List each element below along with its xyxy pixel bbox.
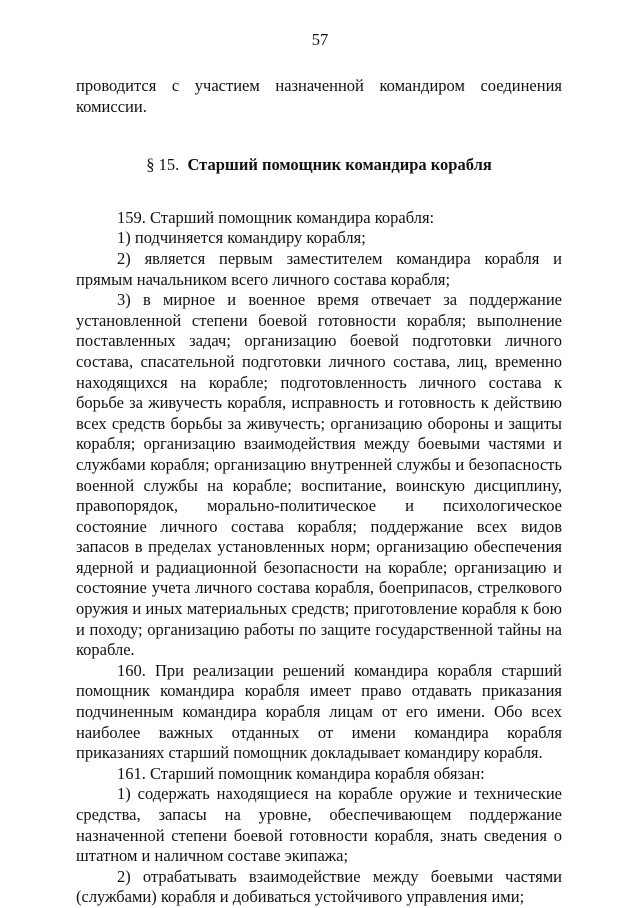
document-body — [76, 76, 562, 908]
heading-spacer — [76, 176, 562, 208]
intro-paragraph: проводится с участием назначенной командиром соединения комиссии. — [76, 76, 562, 116]
paragraph-159-item-3: 3) в мирное и военное время отвечает за поддержание установленной степени боевой готовности корабля; выполнение поставленных задач; организацию боевой подготовки личного состава, спасательной подготовки личного состава, лиц, временно находящихся на корабле; подготовленность личного состава к борьбе за живучесть корабля, исправность и готовность к действию всех средств борьбы за живучесть; организацию обороны и защиты корабля; организацию взаимодействия между боевыми частями и службами корабля; организацию внутренней службы и безопасность военной службы на корабле; воспитание, воинскую дисциплину, правопорядок, морально-политическое и психологическое состояние личного состава корабля; поддержание всех видов запасов в пределах установленных норм; организацию обеспечения ядерной и радиационной безопасности на корабле; организацию и состояние учета личного состава корабля, боеприпасов, стрелкового оружия и иных материальных средств; приготовление корабля к бою и походу; организацию работы по защите государственной тайны на корабле. — [76, 290, 562, 660]
paragraph-161-item-2: 2) отрабатывать взаимодействие между боевыми частями (службами) корабля и добиваться устойчивого управления ими; — [76, 866, 562, 907]
paragraph-160: 160. При реализации решений командира корабля старший помощник командира корабля имеет право отдавать приказания подчиненным командира корабля лицам от его имени. Обо всех наиболее важных отданных от имени командира корабля приказаниях старший помощник докладывает командиру корабля. — [76, 660, 562, 763]
page-number: 57 — [311, 30, 329, 49]
paragraph-159: 159. Старший помощник командира корабля: — [117, 207, 435, 227]
section-heading — [76, 155, 562, 176]
section-number: § 15. — [146, 155, 180, 175]
paragraph-159-item-2: 2) является первым заместителем командира корабля и прямым начальником всего личного состава корабля; — [76, 248, 562, 289]
paragraph-161-item-1: 1) содержать находящиеся на корабле оружие и технические средства, запасы на уровне, обеспечивающем поддержание назначенной степени боевой готовности корабля, знать сведения о штатном и наличном составе экипажа; — [76, 784, 562, 866]
paragraph-159-item-1: 1) подчиняется командиру корабля; — [117, 228, 366, 248]
paragraph-161: 161. Старший помощник командира корабля обязан: — [117, 763, 485, 783]
section-title: Старший помощник командира корабля — [187, 155, 492, 175]
